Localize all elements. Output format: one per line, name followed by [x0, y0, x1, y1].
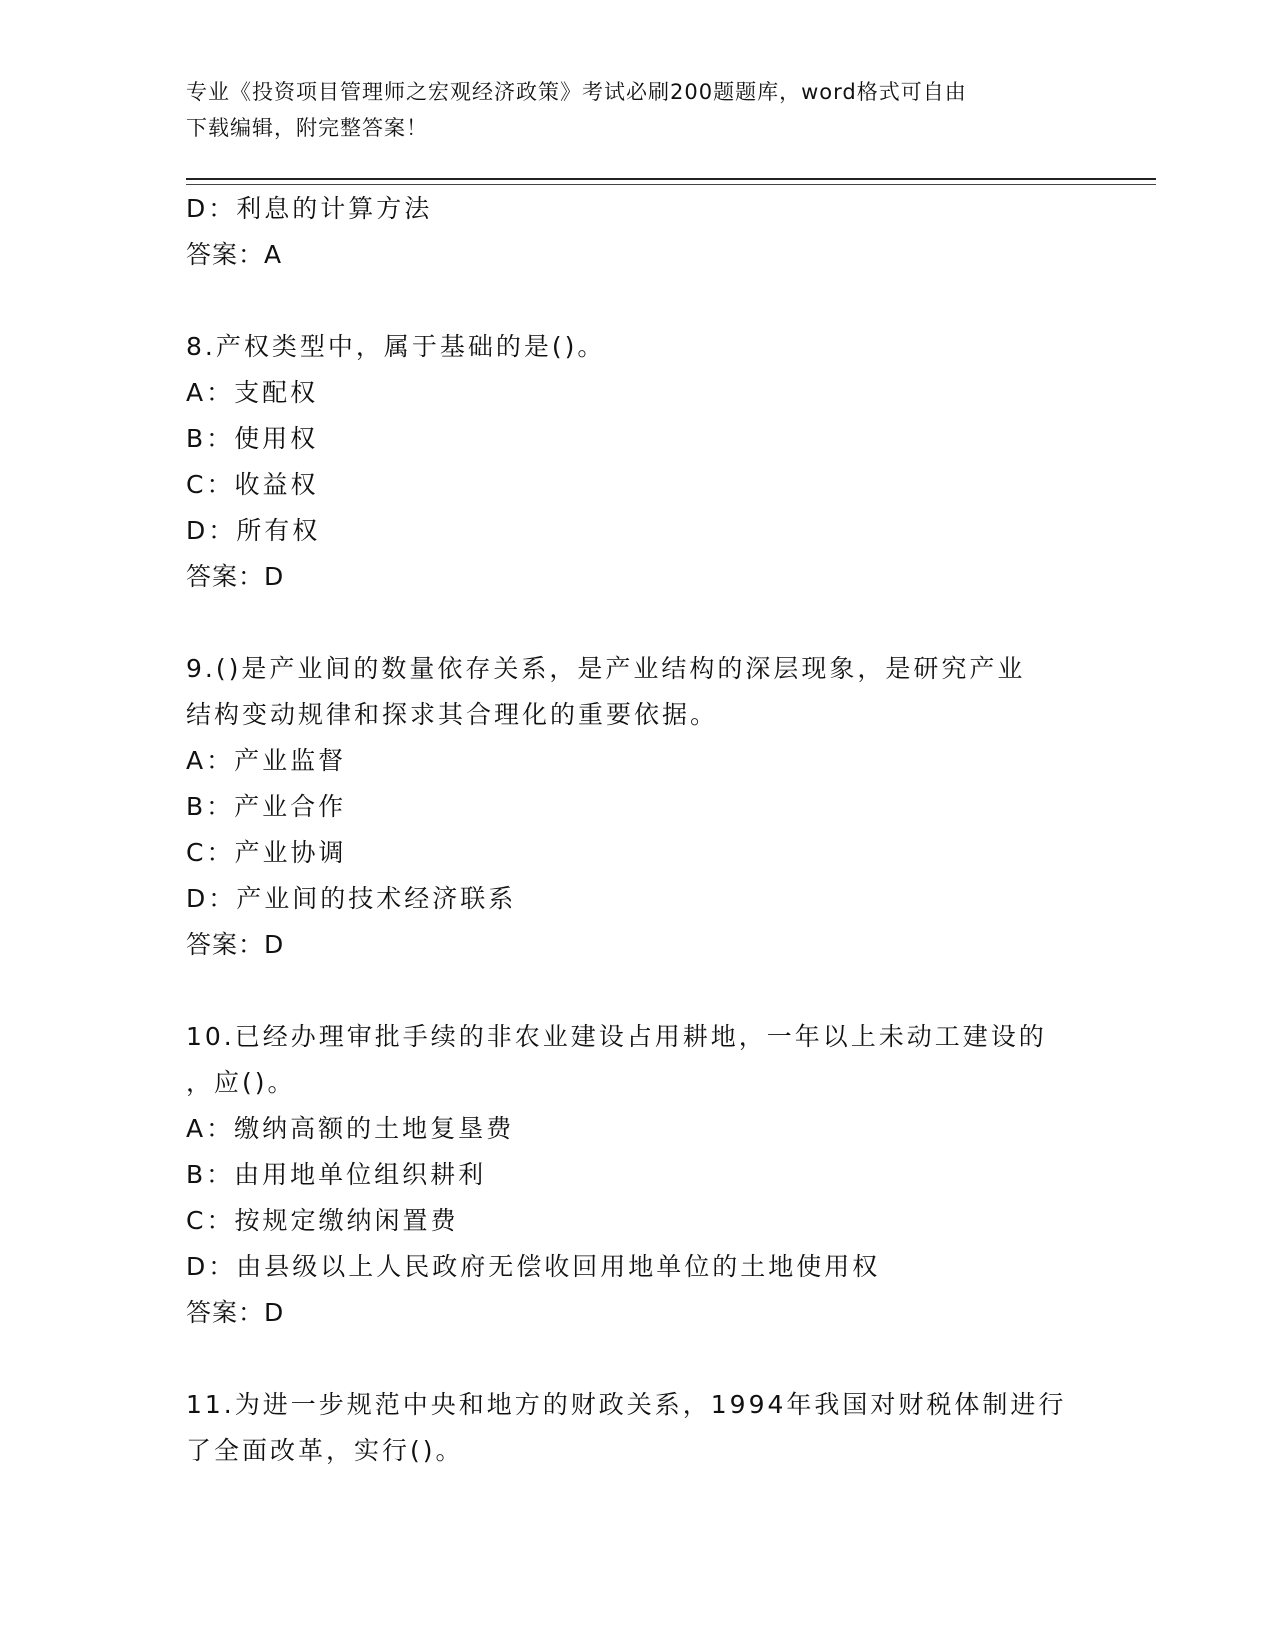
- document-header: [186, 74, 1086, 146]
- option-d: D：由县级以上人民政府无偿收回用地单位的土地使用权: [186, 1252, 881, 1281]
- question-7: [186, 186, 1106, 278]
- spacer: [186, 968, 1106, 1014]
- option-a: A：缴纳高额的土地复垦费: [186, 1114, 515, 1143]
- answer: 答案：D: [186, 930, 285, 959]
- option-d: D：产业间的技术经济联系: [186, 884, 517, 913]
- question-11: [186, 1382, 1106, 1474]
- question-text-line-1: 11.为进一步规范中央和地方的财政关系，1994年我国对财税体制进行: [186, 1390, 1067, 1419]
- question-text-line-1: 9.()是产业间的数量依存关系，是产业结构的深层现象，是研究产业: [186, 654, 1026, 683]
- option-a: A：产业监督: [186, 746, 347, 775]
- option-b: B：由用地单位组织耕利: [186, 1160, 487, 1189]
- question-list: [186, 186, 1106, 1474]
- option-c: C：收益权: [186, 470, 319, 499]
- answer: 答案：A: [186, 240, 283, 269]
- spacer: [186, 600, 1106, 646]
- option-b: B：使用权: [186, 424, 319, 453]
- header-divider-thick: [186, 178, 1156, 180]
- question-text-line-2: ，应()。: [186, 1068, 296, 1097]
- question-10: [186, 1014, 1106, 1336]
- option-d: D：利息的计算方法: [186, 194, 433, 223]
- question-text-line-2: 了全面改革，实行()。: [186, 1436, 464, 1465]
- option-b: B：产业合作: [186, 792, 347, 821]
- answer: 答案：D: [186, 562, 285, 591]
- question-8: [186, 324, 1106, 600]
- option-a: A：支配权: [186, 378, 319, 407]
- spacer: [186, 278, 1106, 324]
- question-text-line-2: 结构变动规律和探求其合理化的重要依据。: [186, 700, 719, 729]
- option-d: D：所有权: [186, 516, 321, 545]
- header-line-2: 下载编辑，附完整答案！: [186, 116, 428, 140]
- question-text: 8.产权类型中，属于基础的是()。: [186, 332, 606, 361]
- spacer: [186, 1336, 1106, 1382]
- header-line-1: 专业《投资项目管理师之宏观经济政策》考试必刷200题题库，word格式可自由: [186, 80, 967, 104]
- option-c: C：按规定缴纳闲置费: [186, 1206, 459, 1235]
- answer: 答案：D: [186, 1298, 285, 1327]
- header-divider-thin: [186, 184, 1156, 185]
- question-text-line-1: 10.已经办理审批手续的非农业建设占用耕地，一年以上未动工建设的: [186, 1022, 1047, 1051]
- question-9: [186, 646, 1106, 968]
- option-c: C：产业协调: [186, 838, 347, 867]
